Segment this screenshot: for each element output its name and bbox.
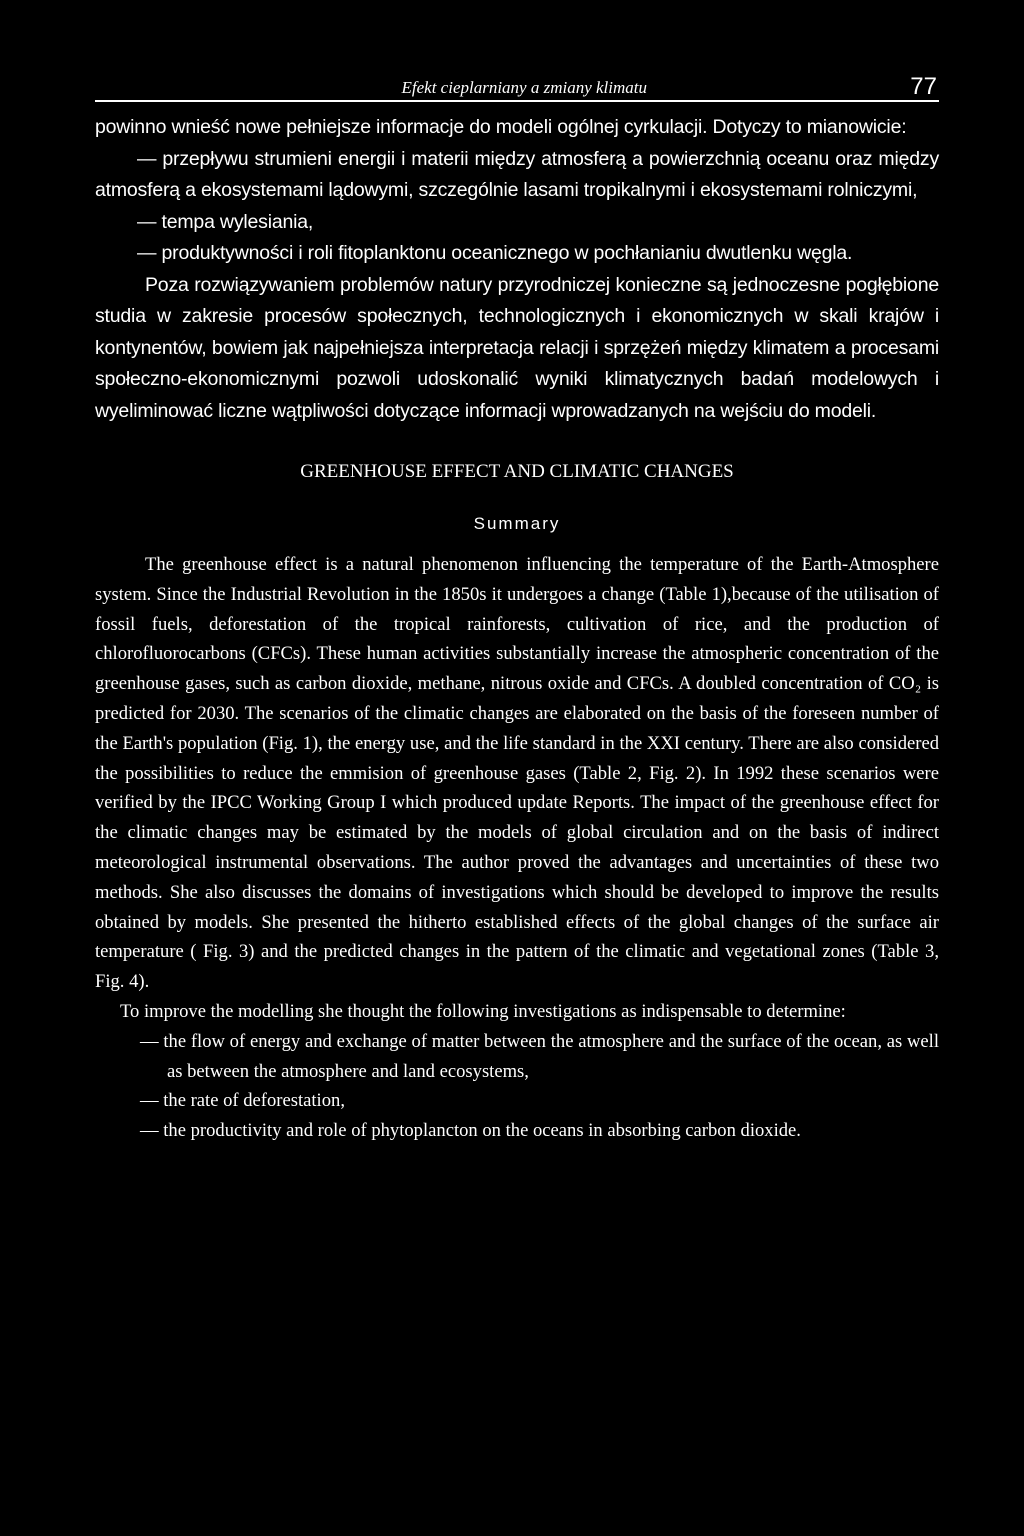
running-title: Efekt cieplarniany a zmiany klimatu: [401, 78, 647, 97]
polish-paragraph: Poza rozwiązywaniem problemów natury przyrodniczej konieczne są jednoczesne pogłębione studia w zakresie procesów społecznych, technologicznych i ekonomicznych w skali krajów i kontynentów, bowiem jak najpełniejsza interpretacja relacji i sprzężeń między klimatem a procesami społeczno-ekonomicznymi pozwoli udoskonalić wyniki klimatycznych badań modelowych i wyeliminować liczne wątpliwości dotyczące informacji wprowadzanych na wejściu do modeli.: [95, 273, 939, 422]
summary-list-item: — the flow of energy and exchange of matter between the atmosphere and the surface of the ocean, as well as between the atmosphere and land ecosystems,: [140, 1030, 939, 1082]
polish-list-item: — tempa wylesiania,: [137, 210, 314, 233]
polish-list-item: — produktywności i roli fitoplanktonu oceanicznego w pochłanianiu dwutlenku węgla.: [137, 242, 853, 264]
page-number: 77: [910, 73, 937, 100]
summary-list-item: — the rate of deforestation,: [140, 1090, 345, 1112]
polish-intro: powinno wnieść nowe pełniejsze informacje do modeli ogólnej cyrkulacji. Dotyczy to mianowicie:: [95, 116, 907, 138]
summary-title: GREENHOUSE EFFECT AND CLIMATIC CHANGES: [300, 461, 734, 482]
summary-list-item: — the productivity and role of phytoplancton on the oceans in absorbing carbon dioxide.: [140, 1120, 801, 1142]
summary-list: [95, 1027, 939, 1146]
polish-section: [95, 112, 939, 427]
english-summary: [95, 550, 939, 1146]
summary-paragraph: To improve the modelling she thought the following investigations as indispensable to determine:: [120, 1000, 846, 1022]
summary-subtitle: Summary: [473, 514, 561, 533]
polish-list-item: — przepływu strumieni energii i materii między atmosferą a powierzchnią oceanu oraz między atmosferą a ekosystemami lądowymi, szczególnie lasami tropikalnymi i ekosystemami rolniczymi,: [95, 147, 939, 201]
summary-paragraph: The greenhouse effect is a natural phenomenon influencing the temperature of the Earth-Atmosphere system. Since the Industrial Revolution in the 1850s it undergoes a change (Table 1),because of the utilisation of fossil fuels, deforestation of the tropical rainforests, cultivation of rice, and the production of chlorofluorocarbons (CFCs). These human activities substantially increase the atmospheric concentration of the greenhouse gases, such as carbon dioxide, methane, nitrous oxide and CFCs. A doubled concentration of CO₂ is predicted for 2030. The scenarios of the climatic changes are elaborated on the basis of the foreseen number of the Earth's population (Fig. 1), the energy use, and the life standard in the XXI century. There are also considered the possibilities to reduce the emmision of greenhouse gases (Table 2, Fig. 2). In 1992 these scenarios were verified by the IPCC Working Group I which produced update Reports. The impact of the greenhouse effect for the climatic changes may be estimated by the models of global circulation and on the basis of indirect meteorological instrumental observations. The author proved the advantages and uncertainties of these two methods. She also discusses the domains of investigations which should be developed to improve the results obtained by models. She presented the hitherto established effects of the global changes of the surface air temperature ( Fig. 3) and the predicted changes in the pattern of the climatic and vegetational zones (Table 3, Fig. 4).: [95, 554, 939, 993]
running-header: [95, 68, 939, 102]
document-page: [95, 68, 939, 1146]
